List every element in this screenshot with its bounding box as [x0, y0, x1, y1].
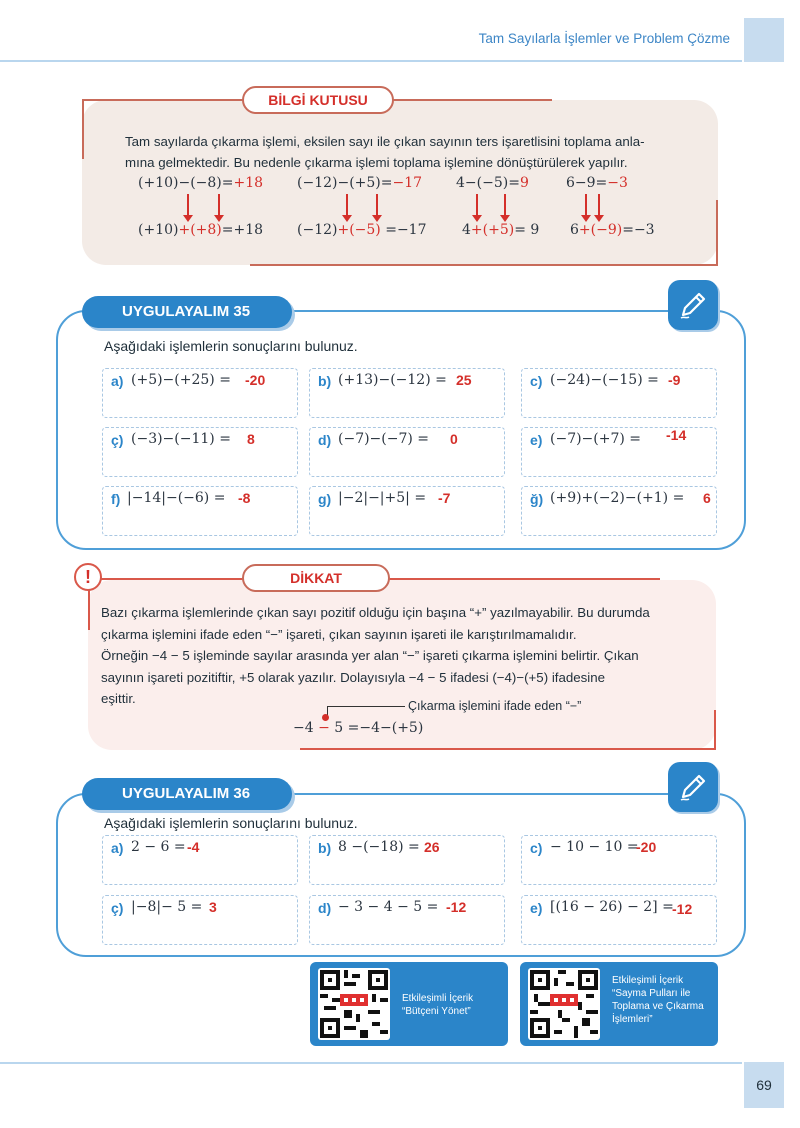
- pencil-icon: [668, 762, 718, 812]
- info-box-text: [125, 131, 705, 173]
- header-rule: [0, 60, 742, 62]
- footer-rule: [0, 1062, 742, 1064]
- warning-line: Örneğin −4 − 5 işleminde sayılar arasında yer alan “−” işareti çıkarma işlemini belirtir. Çıkan: [101, 648, 639, 663]
- arrow-down-icon: [218, 194, 220, 216]
- item-answer: -14: [666, 427, 687, 443]
- example-top-3: 4−(−5)=9: [456, 175, 529, 191]
- exercise-title-36: UYGULAYALIM 36: [82, 778, 292, 810]
- example-bottom-2: (−12)+(−5) =−17: [297, 222, 427, 238]
- item-expression: 8 −(−18) =: [338, 839, 420, 855]
- item-label: b): [318, 840, 332, 856]
- item-expression: |−2|−|+5| =: [338, 490, 427, 506]
- item-label: f): [111, 491, 121, 507]
- card-line: “Sayma Pulları ile: [612, 988, 691, 999]
- qr-code-icon[interactable]: [528, 968, 600, 1040]
- item-expression: (+13)−(−12) =: [338, 372, 447, 388]
- arrow-down-icon: [585, 194, 587, 216]
- item-expression: |−14|−(−6) =: [127, 490, 226, 506]
- card-line: Toplama ve Çıkarma: [612, 1001, 704, 1012]
- item-answer: 25: [456, 372, 472, 388]
- card-line: İşlemleri”: [612, 1014, 653, 1025]
- item-expression: − 3 − 4 − 5 =: [338, 899, 439, 915]
- item-answer: -12: [446, 899, 467, 915]
- card-text: [612, 974, 712, 1026]
- card-line: “Bütçeni Yönet”: [402, 1006, 471, 1017]
- item-label: e): [530, 432, 543, 448]
- warning-equation: −4 − 5 =−4−(+5): [293, 720, 424, 736]
- info-box-frame: [250, 264, 718, 266]
- info-box-frame: [716, 200, 718, 266]
- example-bottom-3: 4+(+5)= 9: [462, 222, 540, 238]
- item-label: d): [318, 900, 332, 916]
- exercise-cell[interactable]: [521, 895, 717, 945]
- item-label: d): [318, 432, 332, 448]
- item-answer: -20: [245, 372, 266, 388]
- card-text: [402, 992, 502, 1018]
- exercise-cell[interactable]: [309, 368, 505, 418]
- arrow-down-icon: [376, 194, 378, 216]
- item-answer: -4: [187, 839, 200, 855]
- exercise-cell[interactable]: [102, 835, 298, 885]
- warning-line: çıkarma işlemini ifade eden “−” işareti, çıkan sayının işareti ile karıştırılmamalıdır.: [101, 626, 577, 642]
- item-expression: (−7)−(−7) =: [338, 431, 430, 447]
- item-expression: (+9)+(−2)−(+1) =: [550, 490, 685, 506]
- item-label: a): [111, 840, 124, 856]
- item-label: c): [530, 373, 543, 389]
- info-line: mına gelmektedir. Bu nedenle çıkarma işlemi toplama işlemine dönüştürülerek yapılır.: [125, 155, 628, 170]
- item-answer: 8: [247, 431, 255, 447]
- item-expression: (−3)−(−11) =: [131, 431, 231, 447]
- exercise-cell[interactable]: [521, 486, 717, 536]
- interactive-content-card[interactable]: [520, 962, 718, 1046]
- warning-text: [101, 602, 706, 710]
- info-box-title: BİLGİ KUTUSU: [242, 86, 394, 114]
- arrow-down-icon: [504, 194, 506, 216]
- item-answer: -7: [438, 490, 451, 506]
- item-expression: (+5)−(+25) =: [131, 372, 231, 388]
- item-answer: -8: [238, 490, 251, 506]
- arrow-down-icon: [476, 194, 478, 216]
- warning-line: Bazı çıkarma işlemlerinde çıkan sayı pozitif olduğu için başına “+” yazılmayabilir. Bu durumda: [101, 605, 650, 620]
- interactive-content-card[interactable]: [310, 962, 508, 1046]
- item-expression: − 10 − 10 =: [550, 839, 639, 855]
- exercise-cell[interactable]: [309, 486, 505, 536]
- item-label: e): [530, 900, 543, 916]
- exercise-cell[interactable]: [521, 368, 717, 418]
- annotation-leader-line: [327, 706, 405, 718]
- arrow-down-icon: [598, 194, 600, 216]
- qr-code-icon[interactable]: [318, 968, 390, 1040]
- info-box-frame: [82, 99, 84, 159]
- warning-line: eşittir.: [101, 691, 136, 706]
- example-bottom-1: (+10)+(+8)=+18: [138, 222, 264, 238]
- exercise-cell[interactable]: [309, 427, 505, 477]
- example-top-2: (−12)−(+5)=−17: [297, 175, 423, 191]
- exercise-instruction: Aşağıdaki işlemlerin sonuçlarını bulunuz.: [104, 815, 358, 831]
- item-label: ç): [111, 900, 124, 916]
- item-answer: 3: [209, 899, 217, 915]
- arrow-down-icon: [346, 194, 348, 216]
- exercise-cell[interactable]: [309, 895, 505, 945]
- item-expression: (−7)−(+7) =: [550, 431, 642, 447]
- item-label: c): [530, 840, 543, 856]
- page-number: 69: [756, 1077, 772, 1093]
- header-tab: [744, 18, 784, 62]
- item-expression: 2 − 6 =: [131, 839, 186, 855]
- item-expression: (−24)−(−15) =: [550, 372, 659, 388]
- card-line: Etkileşimli İçerik: [402, 993, 474, 1004]
- exercise-cell[interactable]: [102, 368, 298, 418]
- item-label: ğ): [530, 491, 544, 507]
- example-top-1: (+10)−(−8)=+18: [138, 175, 264, 191]
- exercise-cell[interactable]: [521, 835, 717, 885]
- item-answer: -9: [668, 372, 681, 388]
- item-answer: 26: [424, 839, 440, 855]
- warning-box-frame: [300, 748, 716, 750]
- exercise-cell[interactable]: [102, 486, 298, 536]
- info-line: Tam sayılarda çıkarma işlemi, eksilen sayı ile çıkan sayının ters işaretlisini toplama anla-: [125, 134, 645, 149]
- exercise-cell[interactable]: [102, 427, 298, 477]
- exercise-title-35: UYGULAYALIM 35: [82, 296, 292, 328]
- warning-box-frame: [714, 710, 716, 750]
- item-answer: 0: [450, 431, 458, 447]
- example-bottom-4: 6+(−9)=−3: [570, 222, 655, 238]
- item-label: g): [318, 491, 332, 507]
- example-top-4: 6−9=−3: [566, 175, 628, 191]
- item-answer: -20: [636, 839, 657, 855]
- item-label: b): [318, 373, 332, 389]
- warning-box-title: DİKKAT: [242, 564, 390, 592]
- exercise-cell[interactable]: [309, 835, 505, 885]
- arrow-down-icon: [187, 194, 189, 216]
- item-answer: -12: [672, 901, 693, 917]
- item-expression: |−8|− 5 =: [131, 899, 203, 915]
- exercise-instruction: Aşağıdaki işlemlerin sonuçlarını bulunuz.: [104, 338, 358, 354]
- item-expression: [(16 − 26) − 2] =: [550, 899, 674, 915]
- exercise-cell[interactable]: [521, 427, 717, 477]
- card-line: Etkileşimli İçerik: [612, 975, 684, 986]
- warning-line: sayının işareti pozitiftir, +5 olarak yazılır. Dolayısıyla −4 − 5 ifadesi (−4)−(+5) ifadesine: [101, 669, 606, 685]
- item-label: a): [111, 373, 124, 389]
- annotation-note: Çıkarma işlemini ifade eden “−”: [408, 699, 582, 713]
- chapter-title: Tam Sayılarla İşlemler ve Problem Çözme: [478, 31, 730, 46]
- pencil-icon: [668, 280, 718, 330]
- item-answer: 6: [703, 490, 711, 506]
- item-label: ç): [111, 432, 124, 448]
- exclamation-icon: !: [74, 563, 102, 591]
- exercise-cell[interactable]: [102, 895, 298, 945]
